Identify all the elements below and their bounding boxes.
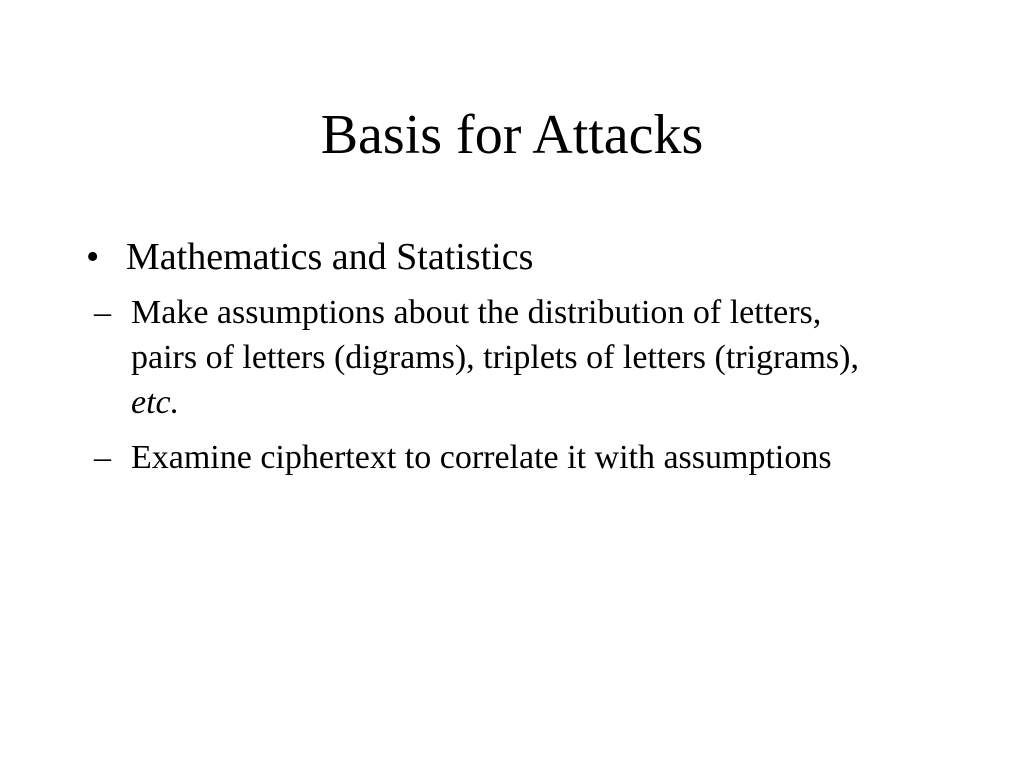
slide-title: Basis for Attacks (320, 104, 704, 166)
sub-bullet-marker: – (94, 294, 111, 331)
sub-bullet-list (86, 290, 946, 480)
bullet-text: Mathematics and Statistics (126, 236, 534, 278)
sub-bullet-item (94, 290, 871, 425)
bullet-item (86, 234, 946, 280)
sub-bullet-item (94, 435, 871, 480)
slide-content (86, 234, 946, 490)
sub-bullet-italic-text: etc. (131, 384, 180, 421)
bullet-marker: • (86, 236, 100, 278)
sub-bullet-text: Examine ciphertext to correlate it with assumptions (131, 439, 832, 476)
sub-bullet-text: Make assumptions about the distribution of letters, pairs of letters (digrams), triplets of letters (trigrams), (131, 294, 859, 376)
sub-bullet-marker: – (94, 439, 111, 476)
